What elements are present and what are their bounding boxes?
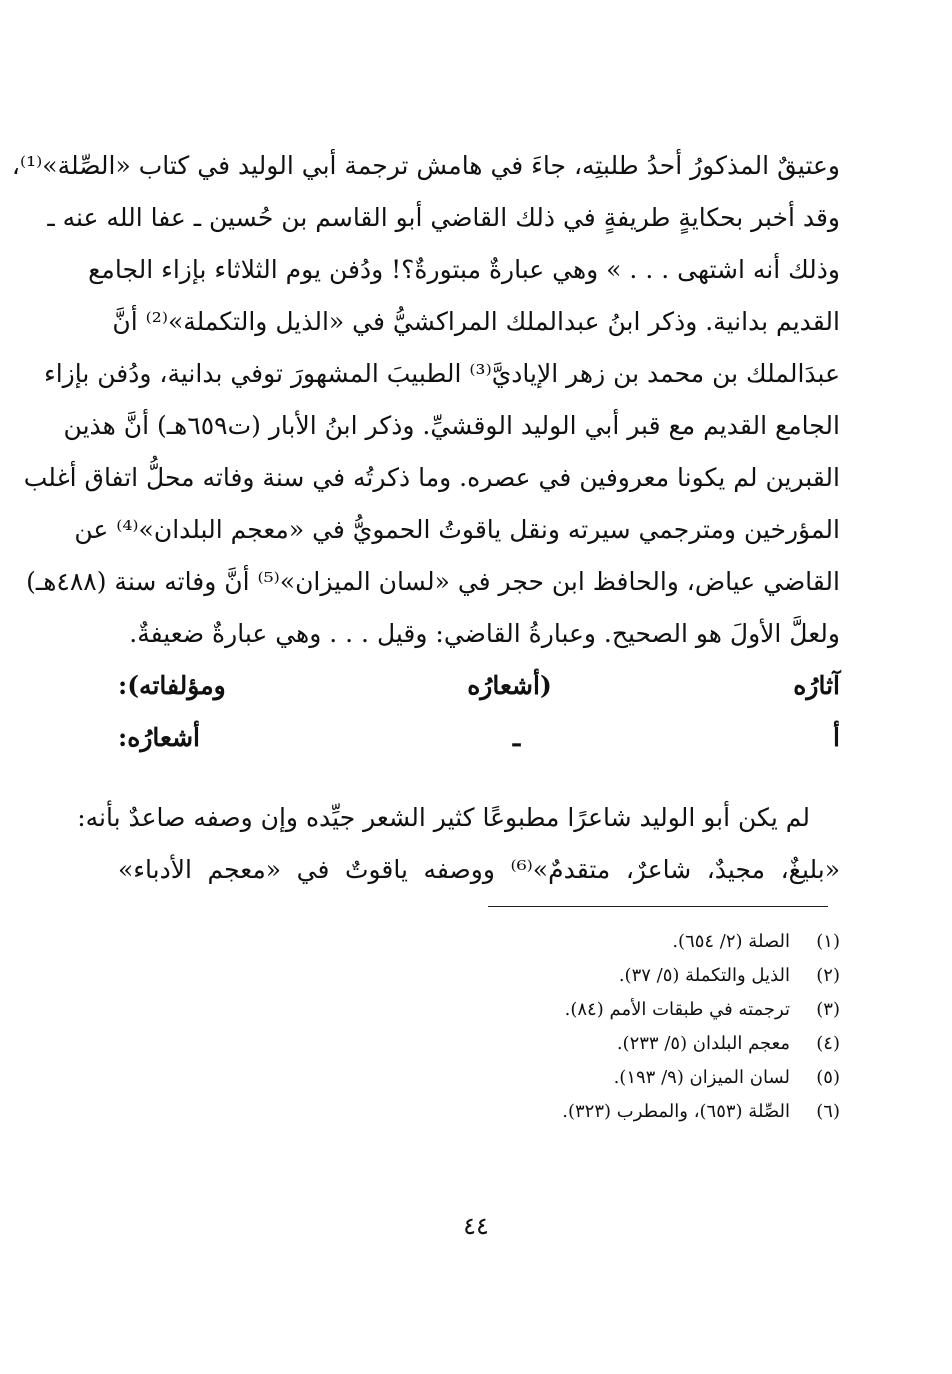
footnote-number: (٤) bbox=[816, 1033, 840, 1054]
footnote-text: الصِّلة (٦٥٣)، والمطرب (٣٢٣). bbox=[562, 1101, 790, 1122]
subsection-heading: أ ـ أشعارُه: bbox=[118, 723, 840, 752]
footnote bbox=[300, 925, 840, 959]
body-line: وذلك أنه اشتهى . . . » وهي عبارةٌ مبتورةٌ؟! ودُفن يوم الثلاثاء بإزاء الجامع bbox=[88, 255, 840, 284]
footnote bbox=[300, 1095, 840, 1129]
paragraph-gap bbox=[118, 764, 840, 792]
footnote-text: الذيل والتكملة (٥/ ٣٧). bbox=[618, 965, 790, 986]
body-line: المؤرخين ومترجمي سيرته ونقل ياقوتُ الحمويُّ في «معجم البلدان»⁽⁴⁾ عن bbox=[74, 515, 840, 544]
footnote-number: (٥) bbox=[816, 1067, 840, 1088]
main-text-block bbox=[11, 140, 841, 896]
footnote bbox=[300, 959, 840, 993]
footnote bbox=[300, 1061, 840, 1095]
footnote-number: (٦) bbox=[816, 1101, 840, 1122]
section-heading: آثارُه (أشعارُه ومؤلفاته): bbox=[118, 671, 840, 700]
body-line: القبرين لم يكونا معروفين في عصره. وما ذكرتُه في سنة وفاته محلُّ اتفاق أغلب bbox=[23, 463, 840, 492]
body-line: عبدَالملك بن محمد بن زهر الإياديَّ⁽³⁾ الطبيبَ المشهورَ توفي بدانية، ودُفن بإزاء bbox=[43, 359, 840, 388]
body-line: وقد أخبر بحكايةٍ طريفةٍ في ذلك القاضي أبو القاسم بن حُسين ـ عفا الله عنه ـ bbox=[47, 203, 840, 232]
footnote-text: لسان الميزان (٩/ ١٩٣). bbox=[613, 1067, 790, 1088]
footnote-text: ترجمته في طبقات الأمم (٨٤). bbox=[564, 999, 790, 1020]
body-line: «بليغٌ، مجيدٌ، شاعرٌ، متقدمٌ»⁽⁶⁾ ووصفه ياقوتٌ في «معجم الأدباء» bbox=[118, 855, 841, 884]
body-line: لم يكن أبو الوليد شاعرًا مطبوعًا كثير الشعر جيِّده وإن وصفه صاعدٌ بأنه: bbox=[77, 803, 810, 832]
body-line: وعتيقٌ المذكورُ أحدُ طلبتِه، جاءَ في هامش ترجمة أبي الوليد في كتاب «الصِّلة»⁽¹⁾، bbox=[11, 151, 840, 180]
footnote-text: معجم البلدان (٥/ ٢٣٣). bbox=[616, 1033, 790, 1054]
footnote-number: (١) bbox=[816, 931, 840, 952]
footnote-number: (٣) bbox=[816, 999, 840, 1020]
footnotes bbox=[300, 925, 840, 1129]
body-line: القديم بدانية. وذكر ابنُ عبدالملك المراكشيُّ في «الذيل والتكملة»⁽²⁾ أنَّ bbox=[112, 307, 840, 336]
footnote-separator bbox=[488, 906, 828, 907]
body-line: القاضي عياض، والحافظ ابن حجر في «لسان الميزان»⁽⁵⁾ أنَّ وفاته سنة (٤٨٨هـ) bbox=[26, 567, 840, 596]
footnote bbox=[300, 993, 840, 1027]
body-line: الجامع القديم مع قبر أبي الوليد الوقشيِّ. وذكر ابنُ الأبار (ت٦٥٩هـ) أنَّ هذين bbox=[63, 411, 840, 440]
body-line: ولعلَّ الأولَ هو الصحيح. وعبارةُ القاضي: وقيل . . . وهي عبارةٌ ضعيفةٌ. bbox=[129, 619, 840, 648]
footnote-number: (٢) bbox=[816, 965, 840, 986]
footnote-text: الصلة (٢/ ٦٥٤). bbox=[672, 931, 790, 952]
footnote bbox=[300, 1027, 840, 1061]
page-number: ٤٤ bbox=[463, 1212, 489, 1240]
